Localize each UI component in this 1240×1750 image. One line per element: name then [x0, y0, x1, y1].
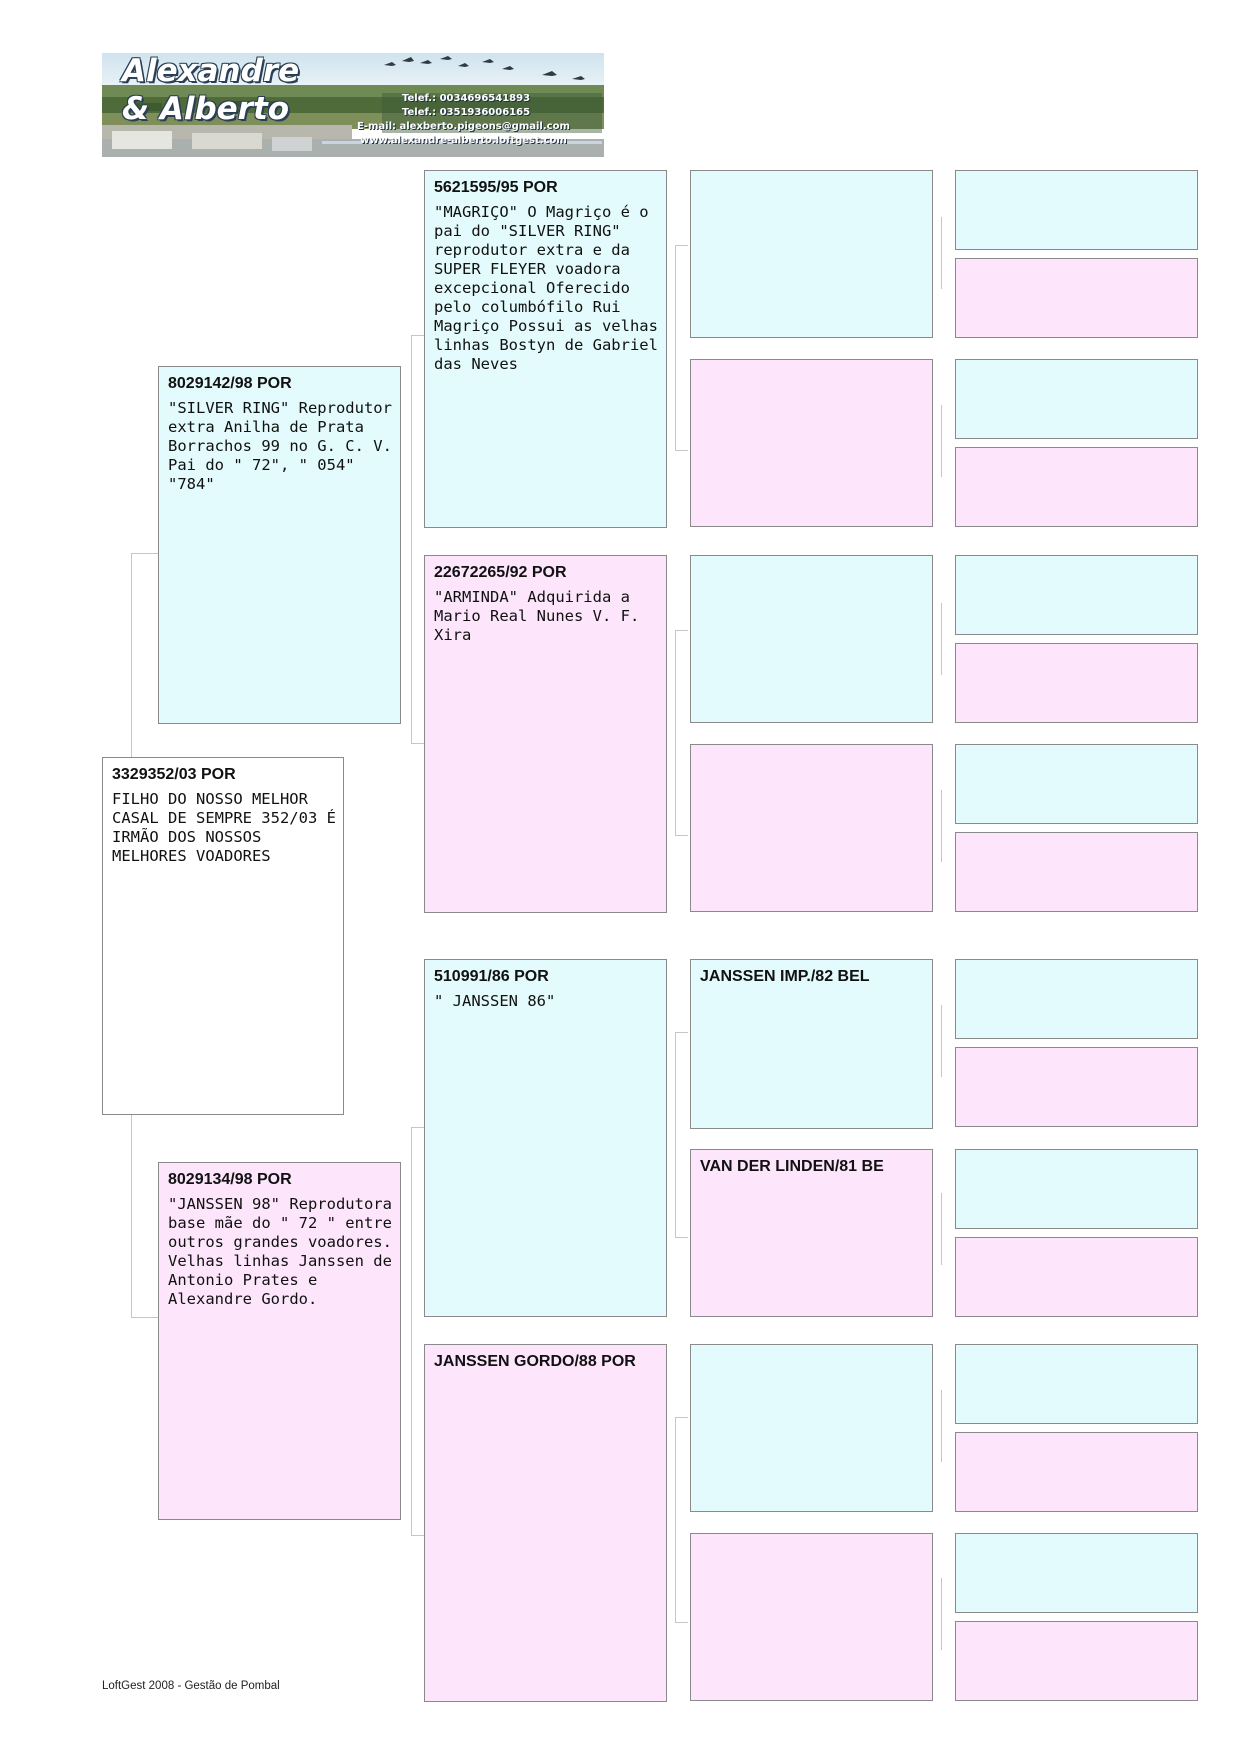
connector-line — [941, 1005, 942, 1077]
ring-number: 22672265/92 POR — [434, 564, 567, 581]
gen4-card — [690, 959, 933, 1129]
pigeon-notes: "SILVER RING" Reprodutor extra Anilha de Prata Borrachos 99 no G. C. V. Pai do " 72", " 054" "784" — [168, 399, 402, 493]
connector-line — [131, 1317, 158, 1318]
gen5-card — [955, 1344, 1198, 1424]
banner-phone-2: Telef.: 0351936006165 — [402, 107, 531, 118]
pigeon-notes: "MAGRIÇO" O Magriço é o pai do "SILVER RING" reprodutor extra e da SUPER FLEYER voadora excepcional Oferecido pelo columbófilo Rui Magriço Possui as velhas linhas Bostyn de Gabriel das Neves — [434, 203, 668, 373]
gen4-card — [690, 170, 933, 338]
gen5-card — [955, 170, 1198, 250]
banner-website: www.alexandre-alberto.loftgest.com — [360, 135, 567, 146]
gen5-card — [955, 1237, 1198, 1317]
connector-line — [941, 790, 942, 862]
pigeon-notes: FILHO DO NOSSO MELHOR CASAL DE SEMPRE 352/03 É IRMÃO DOS NOSSOS MELHORES VOADORES — [112, 790, 346, 865]
connector-line — [675, 1032, 688, 1033]
connector-line — [941, 1578, 942, 1650]
gen5-card — [955, 744, 1198, 824]
gen5-card — [955, 359, 1198, 439]
connector-line — [941, 217, 942, 289]
ring-number: 8029134/98 POR — [168, 1171, 292, 1188]
pigeon-notes: "JANSSEN 98" Reprodutora base mãe do " 72 " entre outros grandes voadores. Velhas linhas Janssen de Antonio Prates e Alexandre Gordo. — [168, 1195, 402, 1308]
connector-line — [411, 1127, 424, 1128]
gen5-card — [955, 1533, 1198, 1613]
connector-line — [411, 335, 424, 336]
header-banner — [102, 53, 604, 157]
pigeon-notes: "ARMINDA" Adquirida a Mario Real Nunes V. F. Xira — [434, 588, 649, 644]
gen5-card — [955, 1432, 1198, 1512]
subject-pigeon-card — [102, 757, 344, 1115]
sire-card — [158, 366, 401, 724]
gen5-card — [955, 643, 1198, 723]
connector-line — [941, 603, 942, 675]
ring-number: JANSSEN GORDO/88 POR — [434, 1353, 636, 1370]
connector-line — [941, 405, 942, 477]
gen5-card — [955, 1047, 1198, 1127]
gen4-card — [690, 359, 933, 527]
gen5-card — [955, 832, 1198, 912]
dam-card — [158, 1162, 401, 1520]
connector-line — [411, 1127, 412, 1535]
connector-line — [131, 553, 158, 554]
gen4-card — [690, 1533, 933, 1701]
connector-line — [411, 743, 424, 744]
connector-line — [411, 1535, 424, 1536]
connector-line — [675, 1622, 688, 1623]
banner-name-line2: & Alberto — [122, 91, 290, 127]
connector-line — [941, 1390, 942, 1462]
connector-line — [675, 1237, 688, 1238]
gen5-card — [955, 1621, 1198, 1701]
connector-line — [675, 1417, 688, 1418]
ring-number: JANSSEN IMP./82 BEL — [700, 968, 870, 985]
ring-number: 3329352/03 POR — [112, 766, 236, 783]
pigeon-notes: " JANSSEN 86" — [434, 992, 556, 1010]
connector-line — [675, 245, 688, 246]
banner-phone-1: Telef.: 0034696541893 — [402, 93, 531, 104]
gen4-card — [690, 744, 933, 912]
gen5-card — [955, 959, 1198, 1039]
connector-line — [675, 630, 676, 835]
connector-line — [941, 1193, 942, 1265]
connector-line — [675, 245, 676, 450]
gen5-card — [955, 258, 1198, 338]
connector-line — [675, 1417, 676, 1622]
ring-number: 8029142/98 POR — [168, 375, 292, 392]
gen4-card — [690, 1344, 933, 1512]
banner-name-line1: Alexandre — [122, 53, 300, 89]
gen5-card — [955, 555, 1198, 635]
ring-number: 510991/86 POR — [434, 968, 549, 985]
ring-number: 5621595/95 POR — [434, 179, 558, 196]
banner-email: E-mail: alexberto.pigeons@gmail.com — [357, 121, 570, 132]
gen5-card — [955, 1149, 1198, 1229]
ring-number: VAN DER LINDEN/81 BE — [700, 1158, 884, 1175]
connector-line — [675, 630, 688, 631]
dam-sire-card — [424, 959, 667, 1317]
gen5-card — [955, 447, 1198, 527]
connector-line — [411, 335, 412, 743]
connector-line — [675, 1032, 676, 1237]
connector-line — [675, 450, 688, 451]
gen4-card — [690, 1149, 933, 1317]
connector-line — [675, 835, 688, 836]
footer-text: LoftGest 2008 - Gestão de Pombal — [102, 1680, 280, 1692]
dam-dam-card — [424, 1344, 667, 1702]
gen4-card — [690, 555, 933, 723]
sire-sire-card — [424, 170, 667, 528]
sire-dam-card — [424, 555, 667, 913]
